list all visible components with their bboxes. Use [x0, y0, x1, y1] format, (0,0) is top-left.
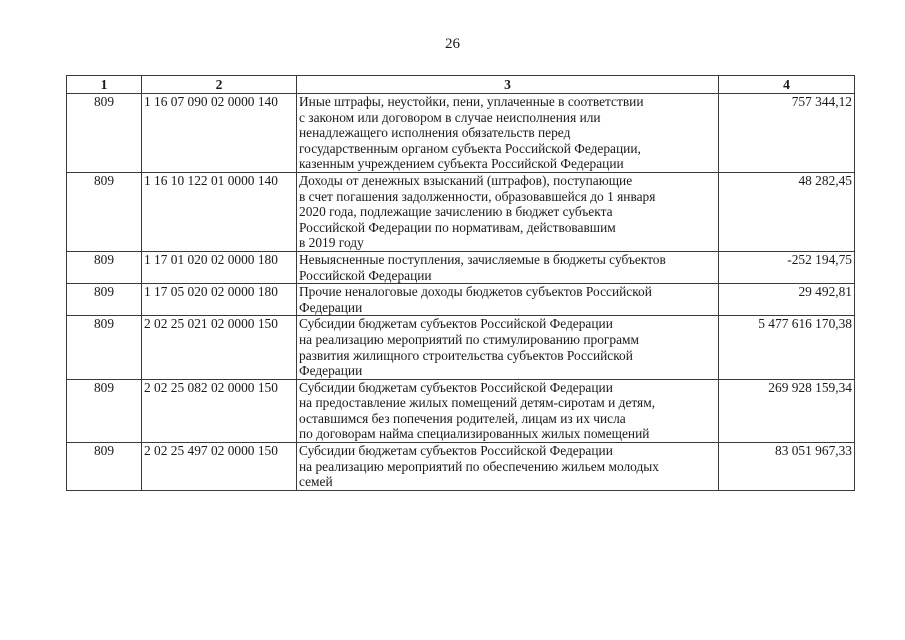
amount-cell: 83 051 967,33 [719, 443, 855, 491]
description-cell [297, 316, 719, 379]
budget-code-cell: 2 02 25 082 02 0000 150 [142, 379, 297, 442]
admin-code-cell: 809 [67, 251, 142, 283]
admin-code-cell: 809 [67, 316, 142, 379]
amount-cell: 5 477 616 170,38 [719, 316, 855, 379]
description-cell [297, 284, 719, 316]
description-line: 2020 года, подлежащие зачислению в бюджет субъекта [299, 204, 613, 220]
description-line: Федерации [299, 299, 363, 315]
description-line: Доходы от денежных взысканий (штрафов), поступающие [299, 172, 633, 188]
budget-code-cell: 1 16 10 122 01 0000 140 [142, 172, 297, 251]
header-col-2: 2 [142, 76, 297, 94]
description-line: Российской Федерации по нормативам, действовавшим [299, 219, 616, 235]
admin-code-cell: 809 [67, 443, 142, 491]
description-line: казенным учреждением субъекта Российской Федерации [299, 156, 624, 172]
page-number: 26 [445, 36, 460, 52]
table-row [67, 379, 855, 442]
description-line: по договорам найма специализированных жилых помещений [299, 426, 650, 442]
description-line: Субсидии бюджетам субъектов Российской Федерации [299, 443, 613, 459]
table-row [67, 94, 855, 173]
description-line: развития жилищного строительства субъектов Российской [299, 347, 633, 363]
description-line: Субсидии бюджетам субъектов Российской Федерации [299, 379, 613, 395]
description-line: с законом или договором в случае неисполнения или [299, 109, 601, 125]
description-line: Иные штрафы, неустойки, пени, уплаченные в соответствии [299, 94, 644, 109]
amount-cell: 757 344,12 [719, 94, 855, 173]
description-cell [297, 443, 719, 491]
budget-code-cell: 1 17 01 020 02 0000 180 [142, 251, 297, 283]
admin-code-cell: 809 [67, 284, 142, 316]
table-header-row [67, 76, 855, 94]
description-line: в счет погашения задолженности, образовавшейся до 1 января [299, 188, 656, 204]
header-col-3: 3 [297, 76, 719, 94]
description-line: семей [299, 474, 333, 490]
table-row [67, 284, 855, 316]
description-line: Субсидии бюджетам субъектов Российской Федерации [299, 316, 613, 332]
table-row [67, 172, 855, 251]
description-line: на предоставление жилых помещений детям-сиротам и детям, [299, 395, 656, 411]
revenue-table [66, 75, 855, 491]
description-line: на реализацию мероприятий по стимулированию программ [299, 331, 640, 347]
admin-code-cell: 809 [67, 379, 142, 442]
budget-code-cell: 2 02 25 497 02 0000 150 [142, 443, 297, 491]
header-col-1: 1 [67, 76, 142, 94]
admin-code-cell: 809 [67, 94, 142, 173]
header-col-4: 4 [719, 76, 855, 94]
description-line: в 2019 году [299, 235, 364, 251]
amount-cell: 48 282,45 [719, 172, 855, 251]
amount-cell: 269 928 159,34 [719, 379, 855, 442]
description-line: Федерации [299, 363, 363, 379]
budget-code-cell: 1 17 05 020 02 0000 180 [142, 284, 297, 316]
description-line: на реализацию мероприятий по обеспечению жильем молодых [299, 458, 659, 474]
description-cell [297, 94, 719, 173]
table-row [67, 316, 855, 379]
budget-code-cell: 1 16 07 090 02 0000 140 [142, 94, 297, 173]
description-line: Невыясненные поступления, зачисляемые в бюджеты субъектов [299, 251, 666, 267]
description-cell [297, 251, 719, 283]
amount-cell: -252 194,75 [719, 251, 855, 283]
description-line: Российской Федерации [299, 267, 432, 283]
table-row [67, 251, 855, 283]
description-line: ненадлежащего исполнения обязательств перед [299, 125, 571, 141]
description-cell [297, 172, 719, 251]
admin-code-cell: 809 [67, 172, 142, 251]
table-row [67, 443, 855, 491]
description-cell [297, 379, 719, 442]
description-line: государственным органом субъекта Российской Федерации, [299, 140, 641, 156]
description-line: оставшимся без попечения родителей, лицам из их числа [299, 410, 626, 426]
amount-cell: 29 492,81 [719, 284, 855, 316]
description-line: Прочие неналоговые доходы бюджетов субъектов Российской [299, 284, 652, 300]
budget-code-cell: 2 02 25 021 02 0000 150 [142, 316, 297, 379]
